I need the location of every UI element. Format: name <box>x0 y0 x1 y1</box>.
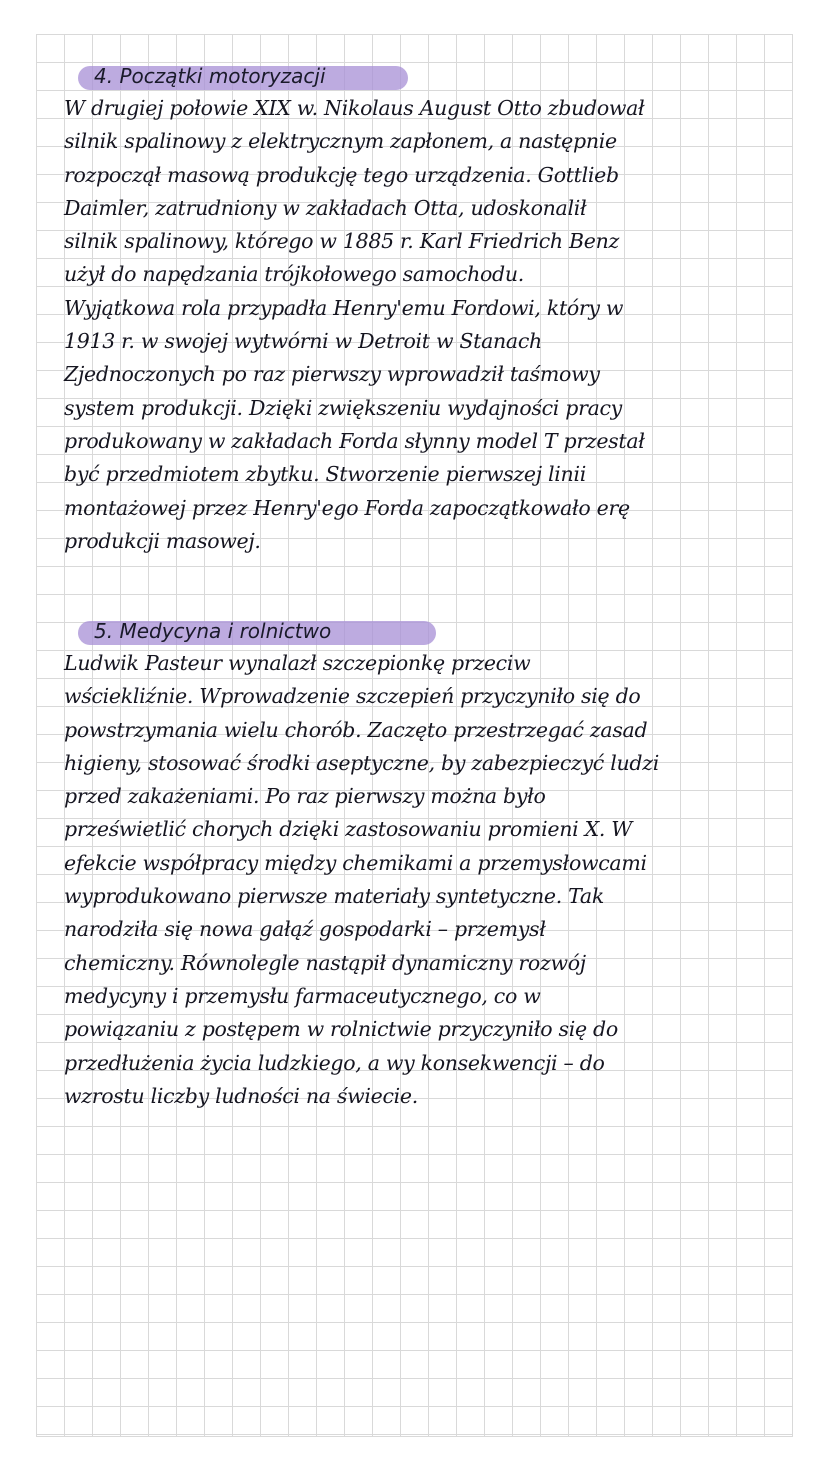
text-line: system produkcji. Dzięki zwiększeniu wydajności pracy <box>64 395 622 420</box>
text-line: przedłużenia życia ludzkiego, a wy konsekwencji – do <box>64 1050 605 1075</box>
text-line: chemiczny. Równolegle nastąpił dynamiczny rozwój <box>64 950 586 975</box>
text-line: produkowany w zakładach Forda słynny model T przestał <box>64 428 645 453</box>
text-line: Ludwik Pasteur wynalazł szczepionkę przeciw <box>64 651 531 675</box>
text-line: higieny, stosować środki aseptyczne, by zabezpieczyć ludzi <box>64 750 659 775</box>
text-line: silnik spalinowy, którego w 1885 r. Karl Friedrich Benz <box>64 229 620 254</box>
text-line: wyprodukowano pierwsze materiały syntetyczne. Tak <box>64 884 604 909</box>
section-body <box>64 92 774 558</box>
section-motorization <box>64 62 774 558</box>
text-line: rozpoczął masową produkcję tego urządzenia. Gottlieb <box>64 162 619 187</box>
text-line: wściekliźnie. Wprowadzenie szczepień przyczyniło się do <box>64 684 641 709</box>
text-line: Daimler, zatrudniony w zakładach Otta, udoskonalił <box>64 195 587 220</box>
text-line: silnik spalinowy z elektrycznym zapłonem, a następnie <box>64 129 617 154</box>
text-line: wzrostu liczby ludności na świecie. <box>64 1083 418 1108</box>
text-line: Zjednoczonych po raz pierwszy wprowadził taśmowy <box>64 362 600 387</box>
text-line: montażowej przez Henry'ego Forda zapoczątkowało erę <box>64 495 630 520</box>
text-line: powstrzymania wielu chorób. Zaczęto przestrzegać zasad <box>64 717 648 742</box>
text-line: być przedmiotem zbytku. Stworzenie pierwszej linii <box>64 462 586 487</box>
section-heading-wrap <box>64 617 774 645</box>
text-line: Wyjątkowa rola przypadła Henry'emu Fordowi, który w <box>64 295 624 320</box>
section-heading: 5. Medycyna i rolnictwo <box>94 619 332 643</box>
section-heading-wrap <box>64 62 774 90</box>
section-medicine-agriculture <box>64 617 774 1113</box>
text-line: powiązaniu z postępem w rolnictwie przyczyniło się do <box>64 1017 618 1042</box>
text-line: prześwietlić chorych dzięki zastosowaniu promieni X. W <box>64 817 633 842</box>
text-line: W drugiej połowie XIX w. Nikolaus August Otto zbudował <box>64 96 645 120</box>
section-heading: 4. Początki motoryzacji <box>94 64 326 88</box>
text-line: użył do napędzania trójkołowego samochodu. <box>64 262 524 287</box>
text-line: efekcie współpracy między chemikami a przemysłowcami <box>64 850 647 875</box>
text-line: narodziła się nowa gałąź gospodarki – przemysł <box>64 917 546 942</box>
text-line: medycyny i przemysłu farmaceutycznego, co w <box>64 983 541 1008</box>
text-line: 1913 r. w swojej wytwórni w Detroit w Stanach <box>64 329 542 354</box>
text-line: przed zakażeniami. Po raz pierwszy można było <box>64 784 546 809</box>
text-line: produkcji masowej. <box>64 528 261 553</box>
section-body <box>64 647 774 1113</box>
